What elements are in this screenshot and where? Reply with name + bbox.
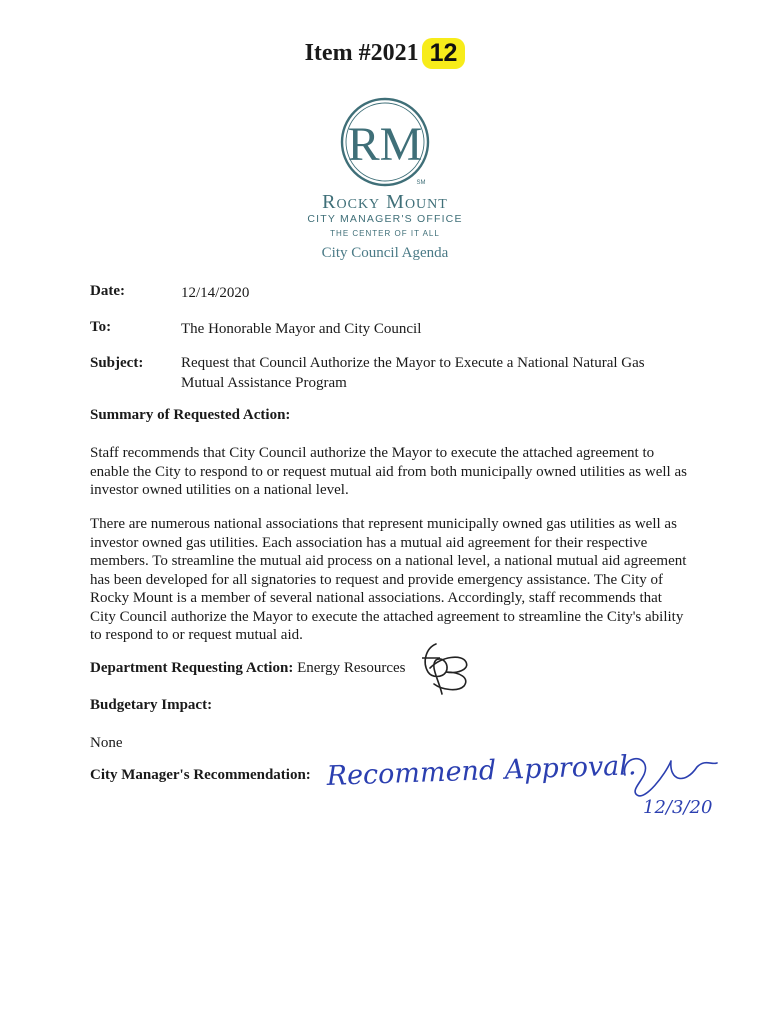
initials-signature-icon [412, 638, 474, 702]
item-header [0, 38, 770, 69]
subject-line-2: Mutual Assistance Program [181, 375, 347, 391]
manager-label: City Manager's Recommendation: [90, 767, 311, 783]
subject-value [181, 353, 681, 393]
summary-heading: Summary of Requested Action: [90, 407, 291, 423]
logo-mark: SM [416, 180, 426, 186]
handwritten-note: Recommend Approval. [326, 750, 637, 792]
manager-signature-icon [624, 759, 717, 796]
org-tagline: THE CENTER OF IT ALL [330, 229, 440, 238]
date-value: 12/14/2020 [181, 285, 250, 301]
item-number-badge: 12 [422, 38, 466, 69]
budget-value: None [90, 735, 123, 751]
agenda-title: City Council Agenda [321, 245, 449, 261]
summary-paragraph-2: There are numerous national associations that represent municipally owned gas utilities as well as investor owned gas utilities. Each association has a mutual aid agreement for their respective members. To streamline the mutual aid process on a national level, a national mutual aid agreement has been developed for all signatories to request and provide emergency assistance. The City of Rocky Mount is a member of several national associations. Accordingly, staff recommends that City Council authorize the Mayor to execute the attached agreement to streamline the City's ability to respond to or request mutual aid. [90, 516, 687, 643]
item-label: Item #2021 [304, 40, 419, 66]
department-row [90, 660, 406, 677]
handwritten-date: 12/3/20 [643, 797, 713, 818]
summary-paragraph-1: Staff recommends that City Council authorize the Mayor to execute the attached agreement to enable the City to respond to or request mutual aid from both municipally owned utilities as well as investor owned utilities on a national level. [90, 445, 687, 498]
subject-label: Subject: [90, 355, 144, 371]
department-value: Energy Resources [297, 660, 406, 676]
subject-line-1: Request that Council Authorize the Mayor to Execute a National Natural Gas [181, 355, 645, 371]
to-value: The Honorable Mayor and City Council [181, 321, 422, 337]
logo-letters: RM [347, 118, 423, 171]
date-label: Date: [90, 283, 125, 299]
department-label: Department Requesting Action: [90, 660, 294, 676]
org-office: CITY MANAGER'S OFFICE [307, 213, 463, 225]
org-name: Rocky Mount [322, 191, 448, 213]
budget-label: Budgetary Impact: [90, 697, 213, 713]
handwritten-recommendation [325, 745, 725, 825]
to-label: To: [90, 319, 112, 335]
logo [0, 94, 770, 195]
rm-logo-icon [337, 94, 433, 190]
